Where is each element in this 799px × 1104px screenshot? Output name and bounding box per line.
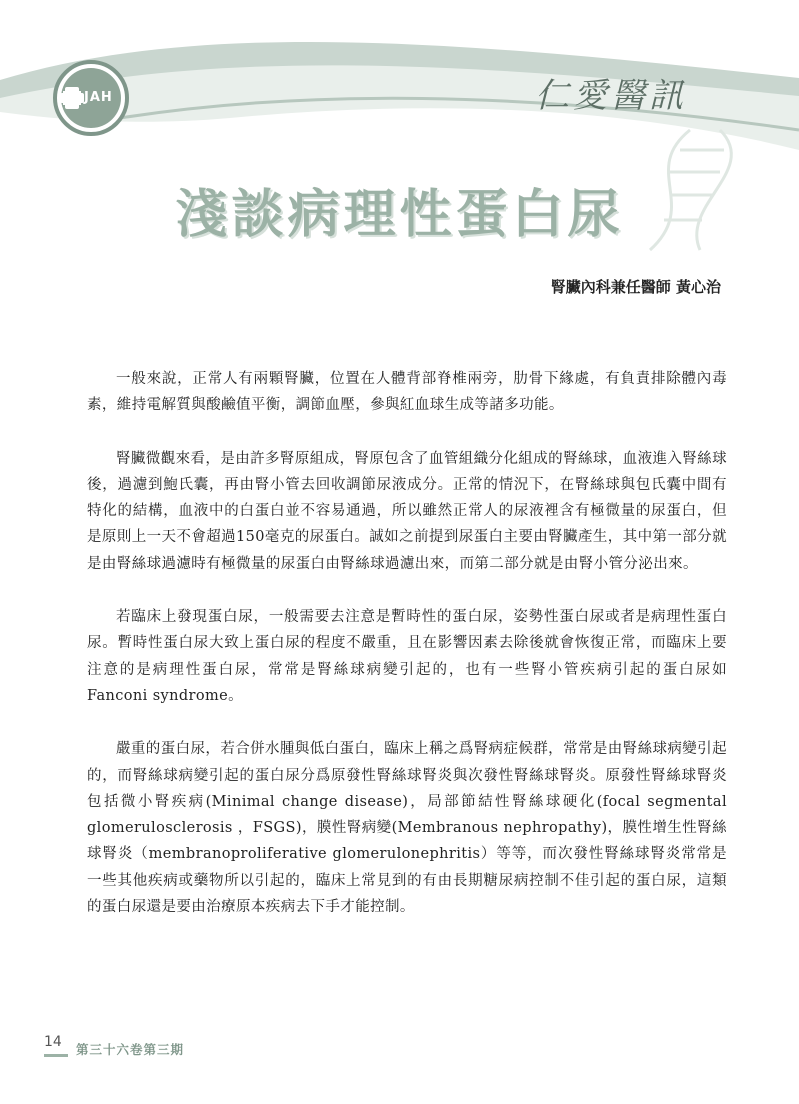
paragraph: 一般來說，正常人有兩顆腎臟，位置在人體背部脊椎兩旁，肋骨下緣處，有負責排除體內毒素，維持電解質與酸鹼值平衡，調節血壓，參與紅血球生成等諸多功能。 xyxy=(87,371,727,414)
article-title: 淺談病理性蛋白尿 xyxy=(175,185,624,245)
page-number: 14 xyxy=(44,1034,62,1050)
issue-label: 第三十六卷第三期 xyxy=(76,1042,185,1057)
masthead-title: 仁愛醫訊 xyxy=(535,76,687,116)
logo-text: JAH xyxy=(84,90,113,105)
paragraph: 腎臟微觀來看，是由許多腎原組成，腎原包含了血管組織分化組成的腎絲球，血液進入腎絲球後，過濾到鮑氏囊，再由腎小管去回收調節尿液成分。正常的情況下，在腎絲球與包氏囊中間有特化的結構，血液中的白蛋白並不容易通過，所以雖然正常人的尿液裡含有極微量的尿蛋白，但是原則上一天不會超過150毫克的尿蛋白。誠如之前提到尿蛋白主要由腎臟產生，其中第一部分就是由腎絲球過濾時有極微量的尿蛋白由腎絲球過濾出來，而第二部分就是由腎小管分泌出來。 xyxy=(87,450,727,572)
article-author: 腎臟內科兼任醫師 黃心治 xyxy=(550,278,721,296)
paragraph: 若臨床上發現蛋白尿，一般需要去注意是暫時性的蛋白尿，姿勢性蛋白尿或者是病理性蛋白尿。暫時性蛋白尿大致上蛋白尿的程度不嚴重，且在影響因素去除後就會恢復正常，而臨床上要注意的是病理性蛋白尿，常常是腎絲球病變引起的，也有一些腎小管疾病引起的蛋白尿如Fanconi syndrome。 xyxy=(87,609,727,704)
article-body xyxy=(87,366,727,947)
footer-rule xyxy=(44,1054,68,1057)
paragraph: 嚴重的蛋白尿，若合併水腫與低白蛋白，臨床上稱之爲腎病症候群，常常是由腎絲球病變引起的，而腎絲球病變引起的蛋白尿分爲原發性腎絲球腎炎與次發性腎絲球腎炎。原發性腎絲球腎炎包括微小腎疾病(Minimal change disease)，局部節結性腎絲球硬化(focal segmental glomerulosclerosis ，FSGS)，膜性腎病變(Membranous nephropathy)，膜性增生性腎絲球腎炎（membranoproliferative glomerulonephritis）等等，而次發性腎絲球腎炎常常是一些其他疾病或藥物所以引起的，臨床上常見到的有由長期糖尿病控制不佳引起的蛋白尿，這類的蛋白尿還是要由治療原本疾病去下手才能控制。 xyxy=(87,741,727,916)
